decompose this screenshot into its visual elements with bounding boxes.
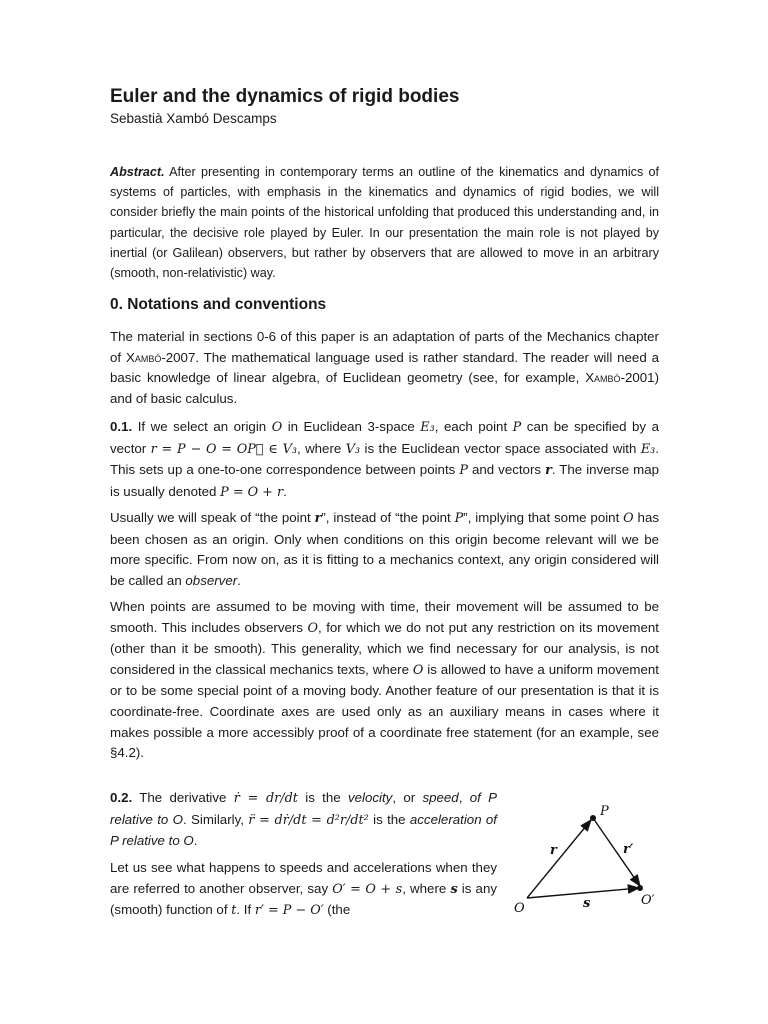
math-symbol: r — [314, 511, 322, 526]
text-span: The material in sections 0-6 of this paper is an adaptation of parts of the Mechanics chapter of — [110, 329, 659, 365]
text-span: is allowed to have a uniform movement or to be some special point of a moving body. Another feature of our presentation is that it is coordinate-free. Coordinate axes are used only as an auxiliary means in cases where it makes possible a more accessibly proof of a coordinate free statement (for an example, see §4.2). — [110, 661, 659, 761]
math-symbol: O — [307, 620, 318, 636]
text-span: can be specified by a vector — [110, 419, 659, 456]
vector-r-arrow — [527, 820, 591, 898]
text-span: . This sets up a one-to-one correspondence between points — [110, 440, 659, 478]
math-equation: r̈ = dṙ/dt = d²r/dt² — [248, 812, 369, 828]
text-span: Let us see what happens to speeds and accelerations when they are referred to another observer, say — [110, 860, 497, 896]
text-span: in Euclidean 3-space — [282, 419, 421, 434]
text-span: . Similarly, — [182, 811, 249, 827]
point-o-prime-dot — [637, 885, 643, 891]
label-r-prime: r′ — [623, 842, 634, 857]
math-symbol: r — [545, 463, 552, 479]
text-span: is the — [297, 790, 348, 805]
text-span: . The inverse map is usually denoted — [110, 462, 659, 499]
text-span: -2007. The mathematical language used is rather standard. The reader will need a basic knowledge of linear algebra, of Euclidean geometry (see, for example, — [110, 349, 659, 386]
text-span: , for which we do not put any restriction on its movement (other than it be smooth). This generality, which we find necessary for our analysis, is not considered in the classical mechanics texts, where — [110, 619, 659, 677]
paragraph-number: 0.2. — [110, 790, 133, 805]
paragraph-point-r — [110, 508, 659, 591]
paper-title: Euler and the dynamics of rigid bodies — [110, 86, 460, 107]
text-span: If we select an origin — [132, 419, 272, 434]
math-symbol: s — [450, 881, 458, 897]
text-span: -2001) and of basic calculus. — [110, 370, 659, 406]
math-equation: r = P − O = OP⃗ ∈ V₃ — [150, 441, 297, 457]
text-span: (the — [323, 902, 351, 918]
text-span: , — [458, 790, 470, 805]
text-span: Usually we will speak of “the point — [110, 510, 315, 525]
term-relative: of P relative to O — [110, 790, 497, 827]
math-symbol: t — [231, 903, 237, 919]
math-symbol: O — [412, 662, 424, 678]
term-observer: observer — [185, 572, 238, 588]
text-span: is any (smooth) function of — [110, 880, 497, 918]
math-equation: r′ = P − O′ — [254, 903, 324, 919]
abstract-label: Abstract. — [110, 165, 165, 179]
point-p-dot — [590, 815, 596, 821]
paragraph-moving-points — [110, 597, 659, 764]
math-equation: O′ = O + s — [332, 881, 403, 897]
text-span: , where — [296, 440, 346, 456]
math-equation: ṙ = dr/dt — [233, 791, 298, 806]
math-symbol: P — [454, 511, 464, 526]
label-o-prime: O′ — [641, 893, 655, 908]
reference-xambo-2007: Xambó — [125, 349, 162, 365]
math-symbol: O — [623, 511, 634, 526]
text-span: . If — [236, 902, 255, 918]
text-span: has been chosen as an origin. Only when conditions on this origin become relevant will we be more specific. From now on, as it is fitting to a mechanics context, any origin considered will be called an — [110, 510, 659, 588]
label-s: s — [583, 896, 591, 911]
text-span: , where — [402, 880, 451, 896]
paragraph-number: 0.1. — [110, 419, 133, 434]
text-span: , each point — [434, 419, 513, 434]
text-span: The derivative — [132, 790, 234, 805]
text-span: , or — [392, 790, 423, 805]
math-symbol: V₃ — [345, 441, 361, 457]
text-span: . — [193, 833, 198, 849]
label-o: O — [514, 901, 525, 916]
text-span: . — [283, 483, 287, 499]
math-equation: P = O + r — [220, 484, 284, 500]
label-p: P — [600, 804, 609, 819]
section-heading: 0. Notations and conventions — [110, 296, 327, 313]
math-symbol: P — [512, 420, 522, 435]
vector-triangle-figure — [500, 798, 670, 923]
abstract-text: After presenting in contemporary terms an outline of the kinematics and dynamics of systems of particles, with emphasis in the kinematics and dynamics of rigid bodies, we will consider briefly the main points of the historical unfolding that produced this understanding and, in particular, the decisive role played by Euler. In our presentation the main role is not played by inertial (or Galilean) observers, but rather by observers that are allowed to move in an arbitrary (smooth, non-relativistic) way. — [110, 165, 659, 281]
paragraph-0-2 — [110, 788, 497, 852]
paragraph-other-observer — [110, 858, 497, 922]
term-speed: speed — [422, 790, 459, 805]
author-name: Sebastià Xambó Descamps — [110, 111, 277, 126]
label-r: r — [550, 843, 557, 858]
abstract — [110, 162, 659, 283]
math-symbol: O — [271, 420, 283, 435]
math-symbol: E₃ — [640, 441, 656, 457]
term-velocity: velocity — [347, 790, 393, 805]
reference-xambo-2001: Xambó — [585, 370, 621, 386]
math-symbol: P — [459, 463, 468, 479]
text-span: ”, implying that some point — [463, 510, 624, 525]
text-span: . — [237, 572, 241, 588]
text-span: ”, instead of “the point — [321, 510, 455, 525]
paragraph-0-1 — [110, 417, 659, 503]
paragraph-intro — [110, 327, 659, 409]
text-span: is the Euclidean vector space associated with — [360, 440, 641, 456]
math-symbol: E₃ — [420, 420, 435, 435]
text-span: When points are assumed to be moving with time, their movement will be assumed to be smooth. This includes observers — [110, 599, 659, 635]
text-span: is the — [368, 811, 410, 827]
term-acceleration: acceleration of P relative to O — [110, 811, 498, 849]
text-span: and vectors — [467, 462, 546, 478]
